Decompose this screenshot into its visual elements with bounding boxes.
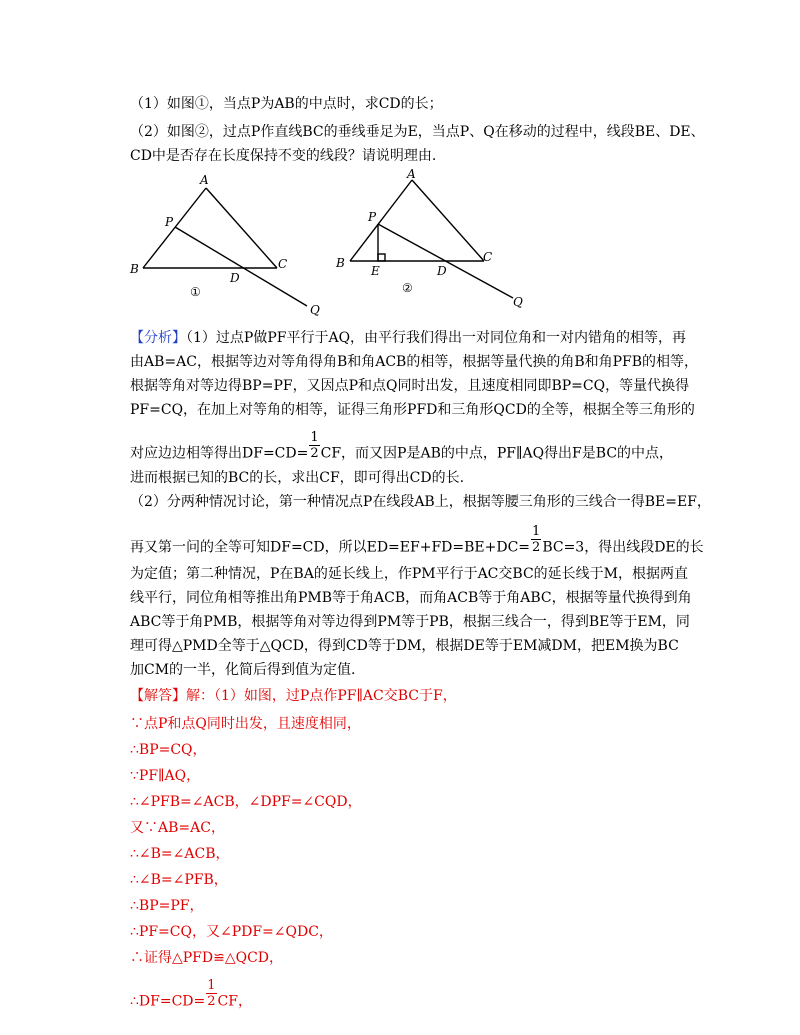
- fig2-label-p: P: [368, 210, 377, 224]
- figure-2: [330, 164, 540, 314]
- analysis-line-9: 为定值；第二种情况，P在BA的延长线上，作PM平行于AC交BC的延长线于M，根据两直: [130, 566, 688, 582]
- fig2-label-e: E: [371, 264, 380, 278]
- answer-line-2: ∵点P和点Q同时出发，且速度相同，: [130, 716, 361, 732]
- fig1-label-a: A: [200, 173, 209, 187]
- analysis-line-5: [130, 430, 674, 469]
- fraction-half: [531, 524, 541, 555]
- fig1-label-q: Q: [310, 303, 320, 317]
- analysis-text-8a: 再又第一问的全等可知DF=CD，所以ED=EF+FD=BE+DC=: [130, 539, 531, 556]
- fig1-label-p: P: [165, 215, 174, 229]
- fig2-label-b: B: [336, 256, 345, 270]
- analysis-text-1: （1）过点P做PF平行于AQ，由平行我们得出一对同位角和一对内错角的相等，再: [186, 330, 687, 346]
- analysis-line-13: 加CM的一半，化简后得到值为定值.: [130, 662, 356, 678]
- figure-1: [120, 168, 330, 318]
- question-part2-line2: CD中是否存在长度保持不变的线段？请说明理由.: [130, 148, 437, 164]
- fig2-label-q: Q: [513, 295, 523, 309]
- answer-line-11: ∴证得△PFD≌△QCD，: [130, 950, 284, 966]
- answer-text-12b: CF，: [217, 993, 252, 1010]
- fig2-label-d: D: [437, 264, 447, 278]
- analysis-line-7: （2）分两种情况讨论，第一种情况点P在线段AB上，根据等腰三角形的三线合一得BE=EF，: [130, 494, 711, 510]
- analysis-tag: 【分析】: [130, 330, 186, 346]
- answer-line-5: ∴∠PFB=∠ACB，∠DPF=∠CQD，: [130, 794, 362, 810]
- fig1-label-d: D: [230, 271, 240, 285]
- fig1-label-c: C: [278, 257, 288, 271]
- fig2-label-a: A: [407, 167, 416, 181]
- answer-line-1: [130, 686, 457, 706]
- fraction-half: [206, 978, 216, 1009]
- answer-line-10: ∴PF=CQ，又∠PDF=∠QDC，: [130, 924, 333, 940]
- fraction-denominator: 2: [532, 540, 541, 555]
- answer-tag: 【解答】: [130, 688, 186, 704]
- fraction-numerator: 1: [207, 978, 216, 993]
- analysis-line-10: 线平行，同位角相等推出角PMB等于角ACB，而角ACB等于角ABC，根据等量代换得到角: [130, 590, 692, 606]
- fraction-denominator: 2: [310, 446, 319, 461]
- answer-line-9: ∴BP=PF，: [130, 898, 204, 914]
- answer-line-4: ∵PF∥AQ，: [130, 768, 201, 784]
- answer-line-7: ∴∠B=∠ACB，: [130, 846, 230, 862]
- question-part2-line1: （2）如图②，过点P作直线BC的垂线垂足为E，当点P、Q在移动的过程中，线段BE、DE、: [130, 124, 705, 140]
- analysis-text-5b: CF，而又因P是AB的中点，PF∥AQ得出F是BC的中点，: [320, 445, 674, 462]
- analysis-line-6: 进而根据已知的BC的长，求出CF，即可得出CD的长.: [130, 470, 465, 486]
- fraction-half: [309, 430, 319, 461]
- answer-line-6: 又∵AB=AC，: [130, 820, 225, 836]
- answer-line-3: ∴BP=CQ，: [130, 742, 207, 758]
- analysis-line-1: [130, 328, 686, 348]
- question-part1: （1）如图①，当点P为AB的中点时，求CD的长；: [130, 96, 443, 112]
- answer-line-8: ∴∠B=∠PFB，: [130, 872, 228, 888]
- fraction-numerator: 1: [532, 524, 541, 539]
- analysis-line-8: [130, 524, 704, 563]
- analysis-line-2: 由AB=AC，根据等边对等角得角B和角ACB的相等，根据等量代换的角B和角PFB的相等，: [130, 354, 699, 370]
- fig1-caption: ①: [190, 285, 201, 299]
- analysis-line-12: 理可得△PMD全等于△QCD，得到CD等于DM，根据DE等于EM减DM，把EM换为BC: [130, 638, 679, 654]
- analysis-line-11: ABC等于角PMB，根据等角对等边得到PM等于PB，根据三线合一，得到BE等于EM，同: [130, 614, 690, 630]
- analysis-line-3: 根据等角对等边得BP=PF，又因点P和点Q同时出发，且速度相同即BP=CQ，等量代换得: [130, 378, 690, 394]
- answer-line-12: [130, 978, 252, 1017]
- answer-text-12a: ∴DF=CD=: [130, 993, 206, 1010]
- fraction-numerator: 1: [310, 430, 319, 445]
- analysis-text-5a: 对应边边相等得出DF=CD=: [130, 445, 309, 462]
- analysis-text-8b: BC=3，得出线段DE的长: [542, 539, 704, 556]
- fraction-denominator: 2: [207, 994, 216, 1009]
- analysis-line-4: PF=CQ，在加上对等角的相等，证得三角形PFD和三角形QCD的全等，根据全等三角形的: [130, 402, 695, 418]
- fig2-label-c: C: [483, 250, 493, 264]
- answer-text-1: 解：（1）如图，过P点作PF∥AC交BC于F，: [186, 688, 457, 704]
- fig1-label-b: B: [130, 262, 139, 276]
- fig2-caption: ②: [402, 281, 413, 295]
